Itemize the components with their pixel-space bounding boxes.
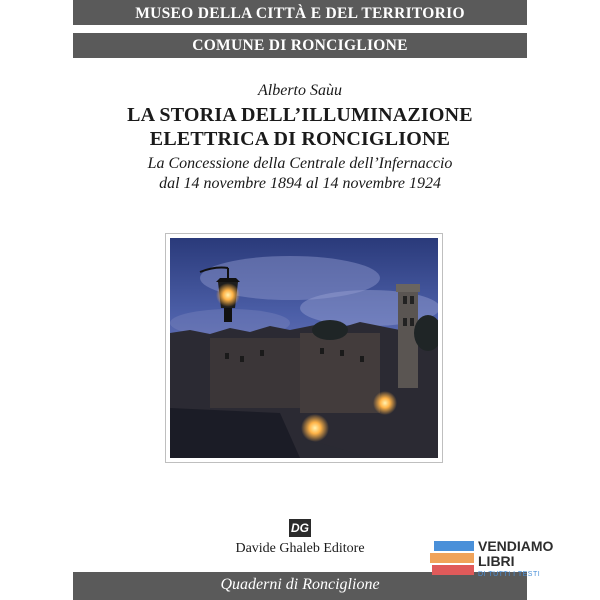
municipality-name: COMUNE DI RONCIGLIONE (192, 37, 408, 54)
book-title-line-1: LA STORIA DELL’ILLUMINAZIONE (127, 104, 473, 126)
subtitle-line-2: dal 14 novembre 1894 al 14 novembre 1924 (159, 175, 441, 192)
author-name: Alberto Saùu (258, 82, 342, 99)
badge-tagline: DI TUTTI I TESTI (478, 571, 541, 578)
publisher-logo: DG (291, 521, 309, 535)
museum-name: MUSEO DELLA CITTÀ E DEL TERRITORIO (135, 5, 465, 22)
publisher-name: Davide Ghaleb Editore (235, 541, 365, 556)
subtitle-line-1: La Concessione della Centrale dell’Infernaccio (147, 155, 453, 172)
cover-photo-frame (165, 233, 443, 463)
badge-line-1: VENDIAMO (478, 538, 554, 554)
municipality-band (73, 33, 527, 58)
book-cover (73, 0, 554, 600)
badge-line-2: LIBRI (478, 553, 515, 569)
night-town-photo (170, 238, 438, 458)
museum-band (73, 0, 527, 25)
series-name: Quaderni di Ronciglione (220, 576, 380, 593)
book-title-line-2: ELETTRICA DI RONCIGLIONE (149, 128, 451, 150)
badge-text (478, 539, 553, 569)
vendiamo-libri-badge (428, 537, 554, 592)
